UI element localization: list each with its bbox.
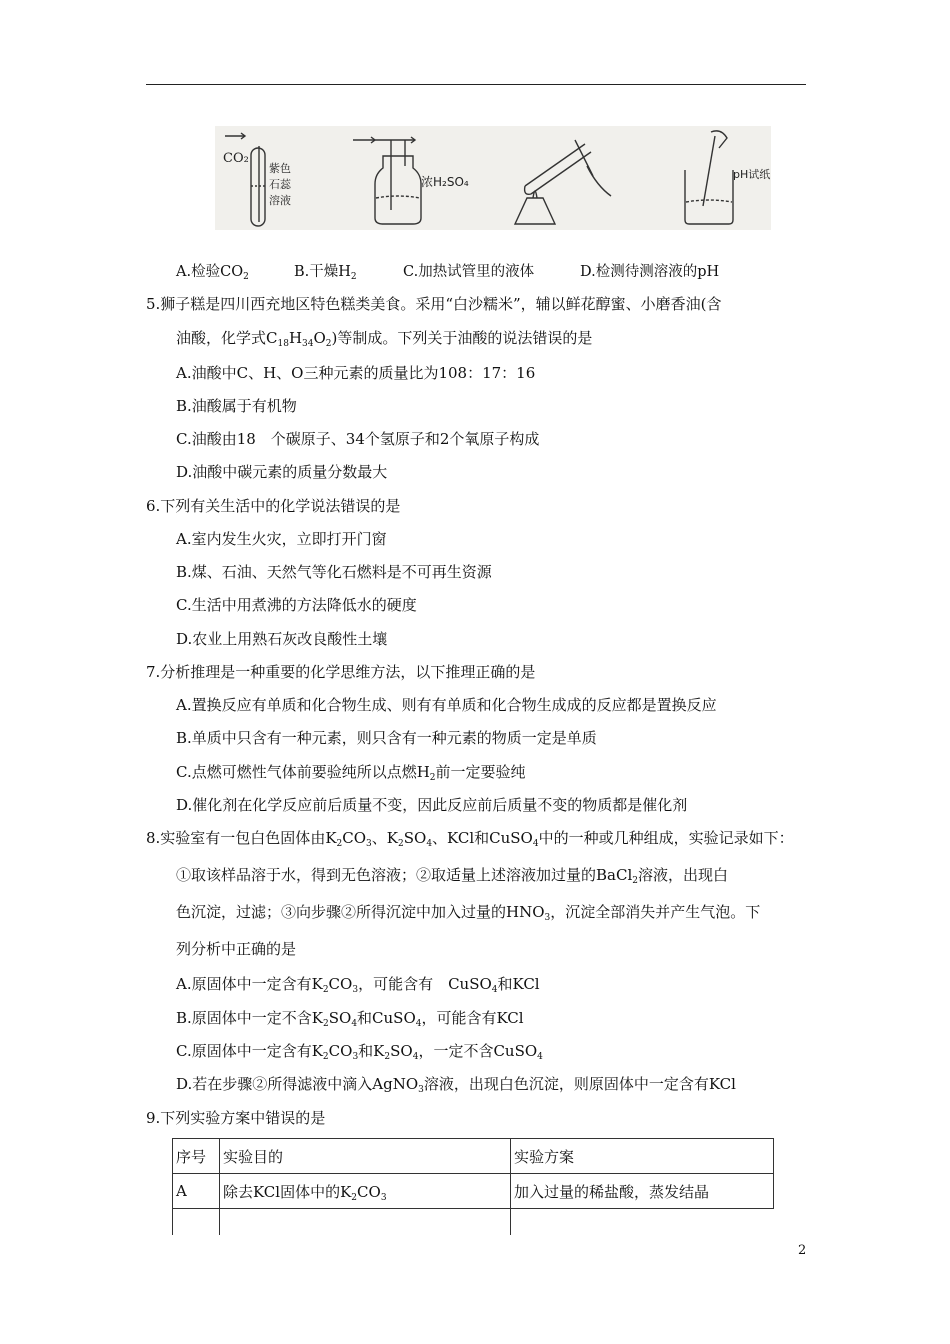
q7-option-d: D.催化剂在化学反应前后质量不变，因此反应前后质量不变的物质都是催化剂 [176, 796, 688, 814]
litmus-label-2: 石蕊 [269, 178, 291, 191]
heating-test-tube [515, 140, 611, 224]
table-header-row [173, 1139, 774, 1174]
q8-option-b: B.原固体中一定不含$K_2SO_4$和CuSO$_4$，可能含有KCl [176, 1009, 524, 1029]
table-row [173, 1174, 774, 1209]
header-plan: 实验方案 [511, 1139, 774, 1174]
q8-option-d: D.若在步骤②所得滤液中滴入AgNO$_3$溶液，出现白色沉淀，则原固体中一定含有KCl [176, 1075, 736, 1095]
q5-option-b: B.油酸属于有机物 [176, 397, 297, 415]
q5-option-a: A.油酸中C、H、O三种元素的质量比为108：17：16 [176, 364, 536, 382]
q8-stem-line4: 列分析中正确的是 [176, 940, 297, 958]
figure-option-b: B.干燥$H_2$ [294, 264, 357, 282]
gas-washing-bottle [353, 137, 421, 224]
q8-stem-line1: 8.实验室有一包白色固体由$K_2CO_3$、$K_2SO_4$、KCl和CuSO$_4$中的一种或几种组成，实验记录如下： [146, 829, 794, 849]
figure-option-c: C.加热试管里的液体 [403, 264, 535, 280]
row-a-index: A [173, 1174, 220, 1209]
page-number: 2 [798, 1243, 807, 1258]
apparatus-figure [215, 126, 771, 230]
q8-stem-line2: ①取该样品溶于水，得到无色溶液；②取适量上述溶液加过量的BaCl$_2$溶液，出现白 [176, 866, 728, 886]
header-rule [146, 84, 806, 85]
q6-stem: 6.下列有关生活中的化学说法错误的是 [146, 497, 401, 515]
q5-option-c: C.油酸由18 个碳原子、34个氢原子和2个氧原子构成 [176, 430, 540, 448]
q6-option-b: B.煤、石油、天然气等化石燃料是不可再生资源 [176, 563, 492, 581]
q7-option-c: C.点燃可燃性气体前要验纯所以点燃$H_2$前一定要验纯 [176, 763, 526, 783]
q5-stem-line1: 5.狮子糕是四川西充地区特色糕类美食。采用“白沙糯米”，辅以鲜花醇蜜、小磨香油(含 [146, 295, 722, 313]
row-a-plan: 加入过量的稀盐酸，蒸发结晶 [511, 1174, 774, 1209]
apparatus-drawing [215, 126, 771, 230]
q5-option-d: D.油酸中碳元素的质量分数最大 [176, 463, 388, 481]
row-a-goal: 除去KCl固体中的$K_2CO_3$ [220, 1174, 511, 1209]
experiment-table [172, 1138, 774, 1235]
header-goal: 实验目的 [220, 1139, 511, 1174]
q7-stem: 7.分析推理是一种重要的化学思维方法，以下推理正确的是 [146, 663, 536, 681]
q7-option-a: A.置换反应有单质和化合物生成、则有有单质和化合物生成成的反应都是置换反应 [176, 696, 717, 714]
q6-option-d: D.农业上用熟石灰改良酸性土壤 [176, 630, 388, 648]
q9-stem: 9.下列实验方案中错误的是 [146, 1109, 326, 1127]
litmus-label-3: 溶液 [269, 194, 291, 207]
ph-test-beaker [685, 131, 733, 224]
figure-option-d: D.检测待测溶液的pH [580, 264, 720, 280]
co2-test-tube-apparatus [225, 133, 265, 226]
h2so4-label: 浓H₂SO₄ [421, 175, 469, 189]
litmus-label-1: 紫色 [269, 162, 291, 175]
q8-option-c: C.原固体中一定含有$K_2CO_3$和$K_2SO_4$，一定不含CuSO$_4$ [176, 1042, 543, 1062]
q6-option-c: C.生活中用煮沸的方法降低水的硬度 [176, 596, 417, 614]
ph-paper-label: pH试纸 [733, 168, 771, 181]
figure-option-a: A.检验$CO_2$ [176, 264, 249, 282]
table-row-continued [173, 1209, 774, 1236]
q7-option-b: B.单质中只含有一种元素，则只含有一种元素的物质一定是单质 [176, 729, 597, 747]
q6-option-a: A.室内发生火灾，立即打开门窗 [176, 530, 387, 548]
co2-label: CO₂ [223, 151, 249, 166]
q8-option-a: A.原固体中一定含有$K_2CO_3$，可能含有 CuSO$_4$和KCl [176, 975, 540, 995]
q8-stem-line3: 色沉淀，过滤；③向步骤②所得沉淀中加入过量的$HNO_3$，沉淀全部消失并产生气泡。下 [176, 903, 761, 923]
header-index: 序号 [173, 1139, 220, 1174]
q5-stem-line2: 油酸，化学式$C_{18}H_{34}O_2$)等制成。下列关于油酸的说法错误的是 [176, 329, 593, 349]
